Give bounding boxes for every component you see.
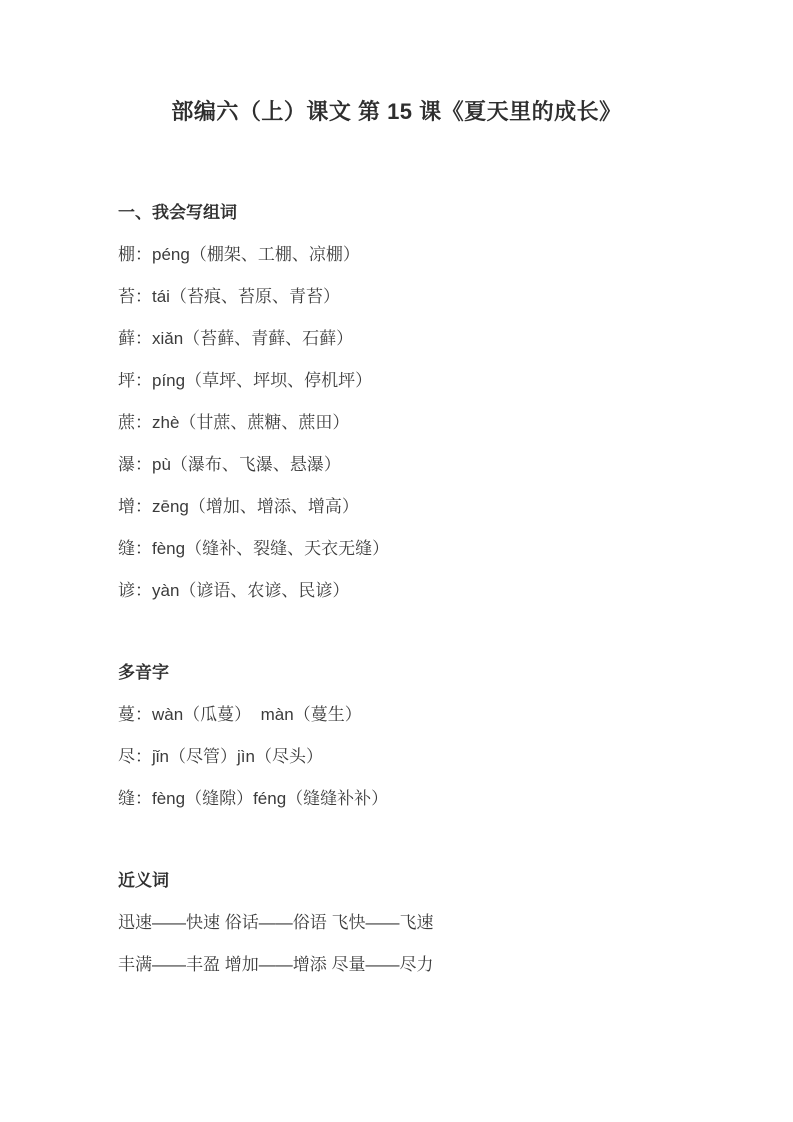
- section-write-words: [118, 192, 675, 612]
- doc-title: 部编六（上）课文 第 15 课《夏天里的成长》: [171, 99, 622, 124]
- word-entry: 缝：fèng（缝补、裂缝、天衣无缝）: [118, 539, 390, 558]
- word-entry: 棚：péng（棚架、工棚、凉棚）: [118, 245, 360, 264]
- word-entry: 谚：yàn（谚语、农谚、民谚）: [118, 581, 350, 600]
- section-polyphonic-heading: 多音字: [118, 663, 169, 682]
- section-synonyms: [118, 860, 675, 986]
- synonym-entry: 丰满——丰盈 增加——增添 尽量——尽力: [118, 955, 434, 974]
- section-write-words-heading: 一、我会写组词: [118, 203, 237, 222]
- word-entry: 增：zēng（增加、增添、增高）: [118, 497, 359, 516]
- word-entry: 瀑：pù（瀑布、飞瀑、悬瀑）: [118, 455, 341, 474]
- section-polyphonic-characters: [118, 652, 675, 820]
- word-entry: 蔗：zhè（甘蔗、蔗糖、蔗田）: [118, 413, 350, 432]
- polyphonic-entry: 蔓：wàn（瓜蔓） màn（蔓生）: [118, 705, 362, 724]
- word-entry: 藓：xiǎn（苔藓、青藓、石藓）: [118, 329, 354, 348]
- section-synonyms-heading: 近义词: [118, 871, 169, 890]
- word-entry: 坪：píng（草坪、坪坝、停机坪）: [118, 371, 373, 390]
- synonym-entry: 迅速——快速 俗话——俗语 飞快——飞速: [118, 913, 434, 932]
- polyphonic-entry: 缝：fèng（缝隙）féng（缝缝补补）: [118, 789, 389, 808]
- polyphonic-entry: 尽：jǐn（尽管）jìn（尽头）: [118, 747, 323, 766]
- word-entry: 苔：tái（苔痕、苔原、青苔）: [118, 287, 340, 306]
